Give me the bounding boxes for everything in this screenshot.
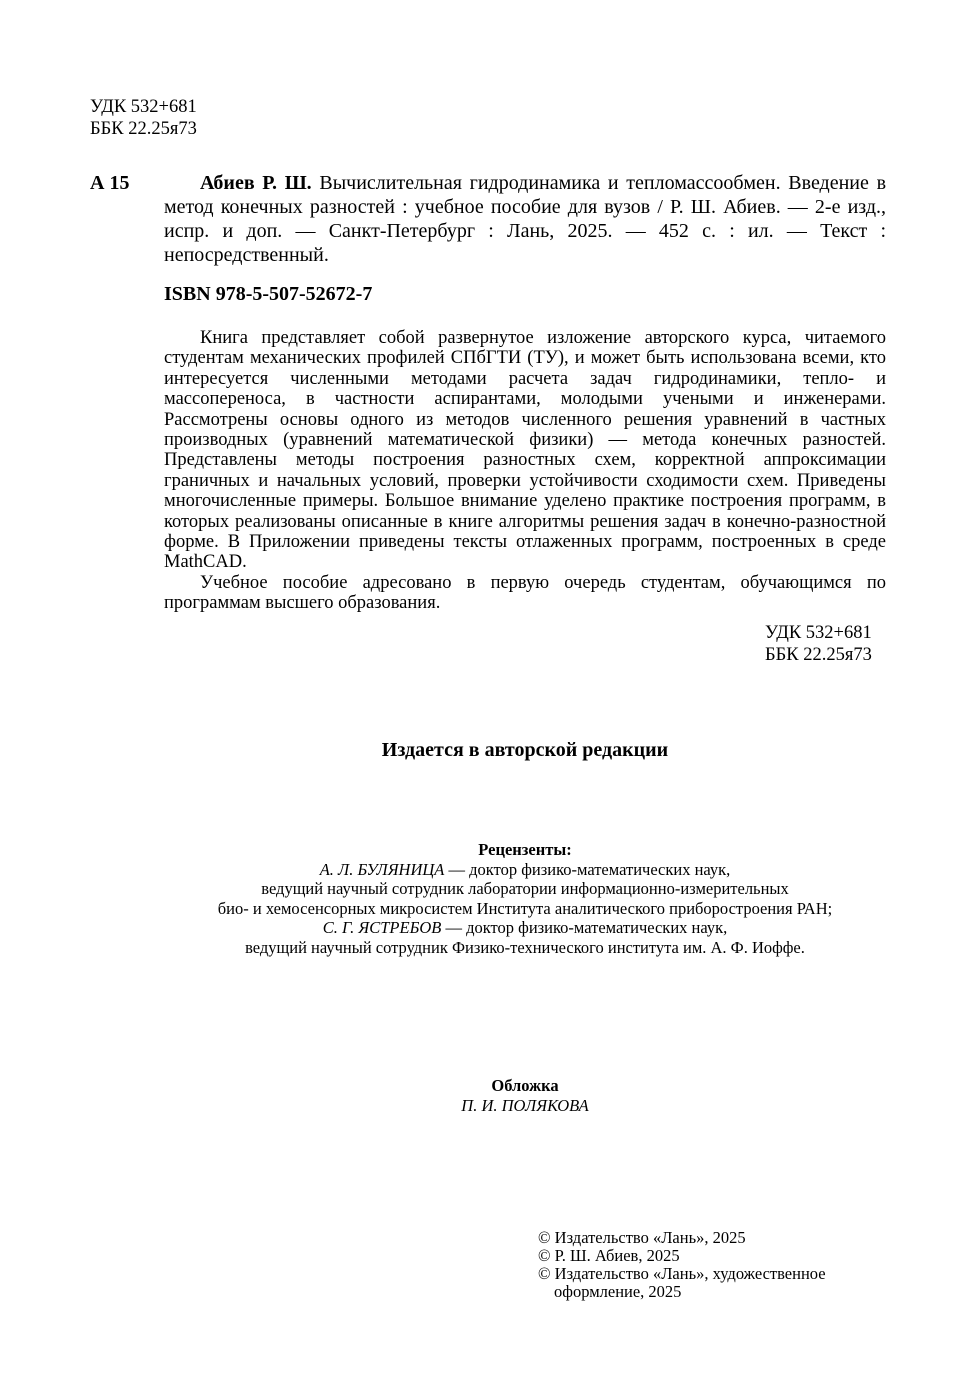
- classification-codes-top: [90, 96, 197, 140]
- cover-heading: Обложка: [491, 1076, 559, 1095]
- citation-author: Абиев Р. Ш.: [200, 172, 312, 194]
- reviewer-1-position: ведущий научный сотрудник лаборатории информационно-измерительных: [261, 879, 789, 899]
- citation-text: Вычислительная гидродинамика и тепломассообмен. Введение в метод конечных разностей : учебное пособие для вузов / Р. Ш. Абиев. — 2-е изд., испр. и доп. — Санкт-Петербург : Лань, 2025. — 452 с. : ил. — Текст : непосредственный.: [164, 172, 887, 266]
- reviewer-2: [0, 918, 976, 938]
- bbk-code: ББК 22.25я73: [765, 645, 872, 665]
- isbn: ISBN 978-5-507-52672-7: [164, 283, 373, 305]
- reviewer-2-degree: — доктор физико-математических наук,: [441, 918, 728, 938]
- reviewer-1-name: А. Л. БУЛЯНИЦА: [319, 859, 445, 879]
- udk-code: УДК 532+681: [90, 97, 197, 117]
- abstract-paragraph: Книга представляет собой развернутое изложение авторского курса, читаемого студентам механических профилей СПбГТИ (ТУ), и может быть использована всеми, кто интересуется численными методами расчета задач гидродинамики, тепло- и массопереноса, в частности аспирантами, молодыми учеными и инженерами. Рассмотрены основы одного из методов численного решения уравнений в частных производных (уравнений математической физики) — метода конечных разностей. Представлены методы построения разностных схем, корректной аппроксимации граничных и начальных условий, проверки устойчивости сходимости схем. Приведены многочисленные примеры. Большое внимание уделено практике построения программ, в которых реализованы описанные в книге алгоритмы решения задач в конечно-разностной форме. В Приложении приведены тексты отлаженных программ, построенных в среде MathCAD.: [164, 328, 886, 573]
- copyright-block: [538, 1229, 826, 1301]
- bibliographic-citation: [164, 171, 886, 267]
- library-code: А 15: [90, 172, 130, 194]
- udk-code: УДК 532+681: [765, 623, 872, 643]
- classification-codes-bottom: [765, 622, 872, 666]
- copyright-line: © Издательство «Лань», художественное: [538, 1264, 826, 1283]
- copyright-line: © Издательство «Лань», 2025: [538, 1228, 746, 1247]
- copyright-line: оформление, 2025: [554, 1282, 682, 1301]
- abstract-paragraph: Учебное пособие адресовано в первую очередь студентам, обучающимся по программам высшего образования.: [164, 572, 886, 614]
- reviewer-1: [0, 860, 976, 880]
- edition-note: Издается в авторской редакции: [381, 739, 669, 761]
- copyright-line: © Р. Ш. Абиев, 2025: [538, 1246, 680, 1265]
- reviewer-1-degree: — доктор физико-математических наук,: [444, 859, 731, 879]
- cover-artist: П. И. ПОЛЯКОВА: [461, 1096, 589, 1115]
- bbk-code: ББК 22.25я73: [90, 119, 197, 139]
- cover-credit: [0, 1076, 976, 1116]
- reviewer-2-name: С. Г. ЯСТРЕБОВ: [322, 918, 442, 938]
- reviewers-block: [0, 840, 976, 958]
- abstract: [164, 328, 886, 614]
- reviewers-heading: Рецензенты:: [478, 840, 572, 859]
- reviewer-2-position: ведущий научный сотрудник Физико-технического института им. А. Ф. Иоффе.: [245, 937, 805, 957]
- reviewer-1-institution: био- и хемосенсорных микросистем Института аналитического приборостроения РАН;: [217, 898, 833, 918]
